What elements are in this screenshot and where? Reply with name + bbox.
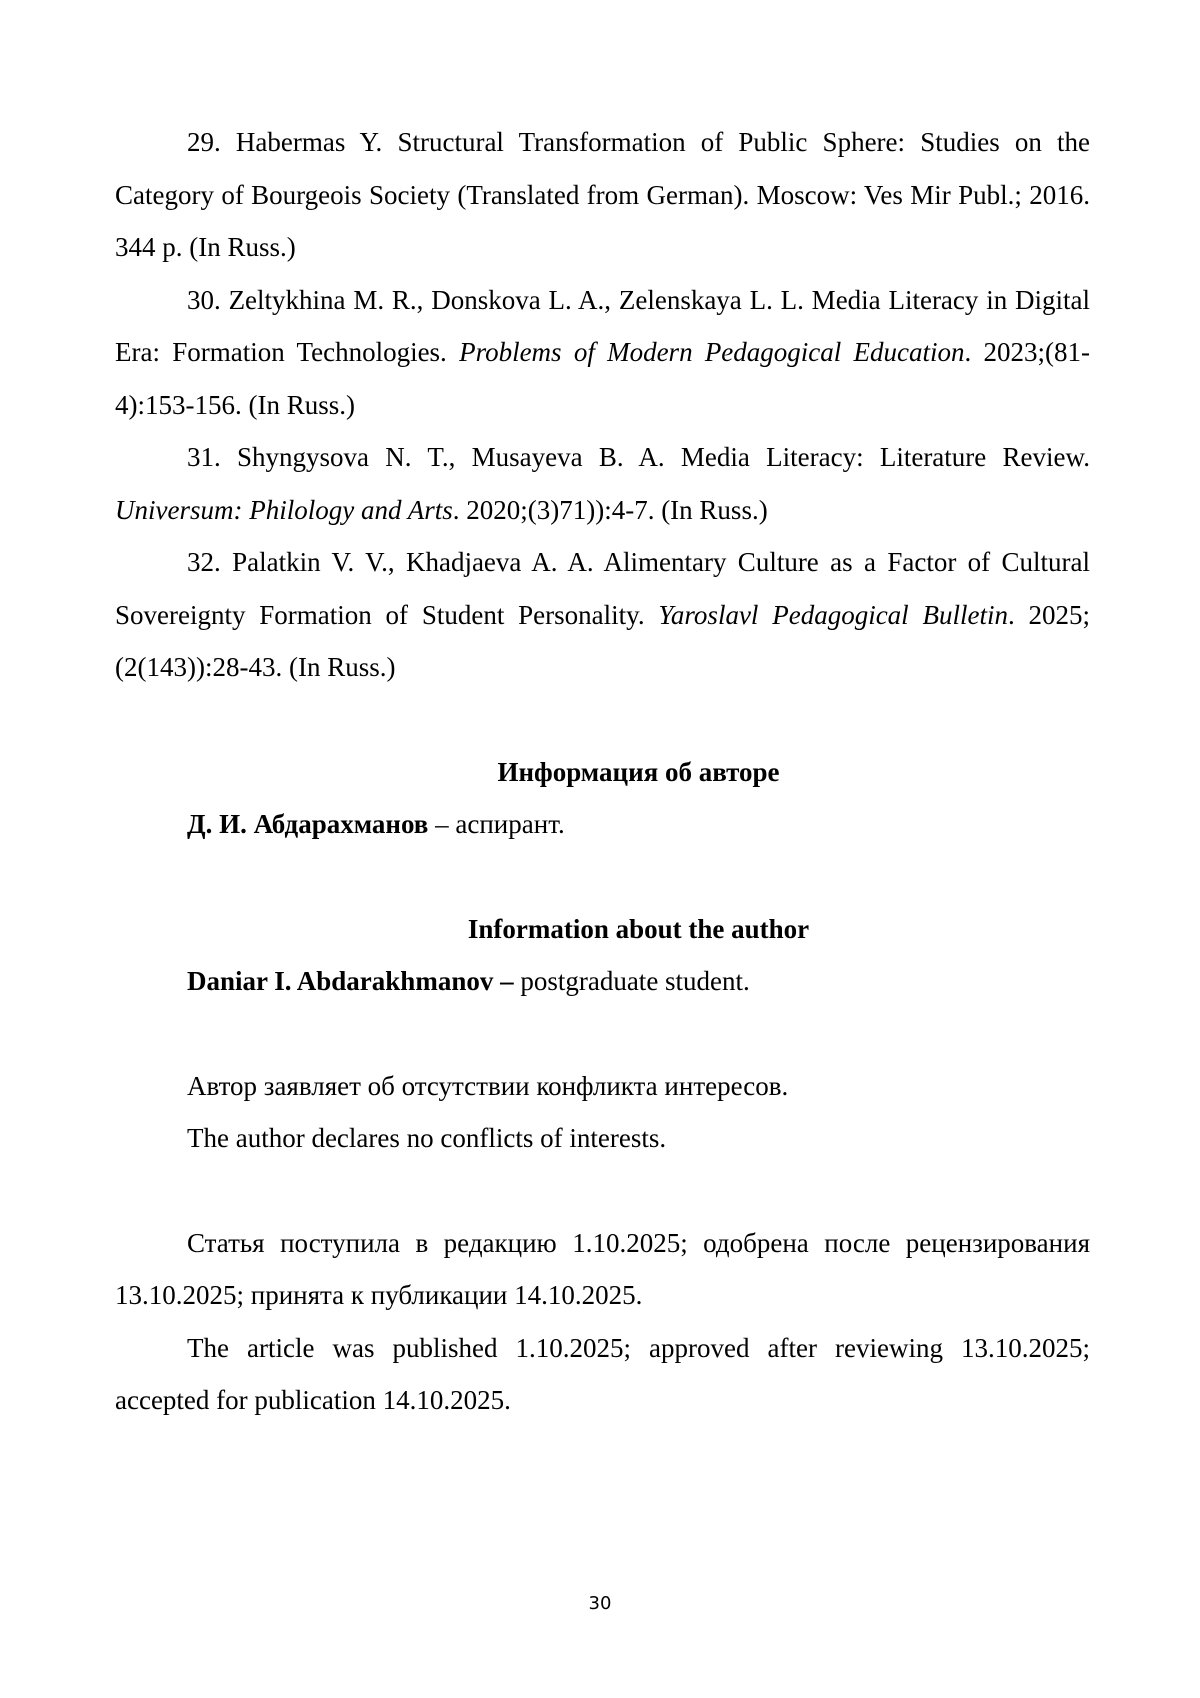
reference-32 bbox=[115, 536, 1090, 694]
author-info-en bbox=[115, 903, 1090, 1008]
reference-journal: Universum: Philology and Arts bbox=[115, 494, 453, 525]
page-number: 30 bbox=[588, 1593, 612, 1614]
conflict-en: The author declares no conflicts of interests. bbox=[187, 1123, 667, 1153]
reference-text: Palatkin V. V., Khadjaeva A. A. Alimentary Culture as a Factor of Cultural Sovereignty Formation of Student Personality. bbox=[115, 547, 1090, 630]
conflict-statement bbox=[115, 1060, 1090, 1165]
author-ru-name: Д. И. Абдарахманов bbox=[187, 809, 429, 839]
reference-29 bbox=[115, 116, 1090, 274]
reference-number: 29. bbox=[187, 127, 221, 157]
conflict-ru: Автор заявляет об отсутствии конфликта интересов. bbox=[187, 1070, 789, 1101]
reference-number: 30. bbox=[187, 284, 221, 315]
reference-text: Shyngysova N. T., Musayeva B. A. Media Literacy: Literature Review. bbox=[237, 442, 1091, 472]
author-info-ru-heading: Информация об авторе bbox=[497, 756, 780, 787]
dates-ru: Статья поступила в редакцию 1.10.2025; одобрена после рецензирования 13.10.2025; принята к публикации 14.10.2025. bbox=[115, 1227, 1090, 1310]
reference-text: Zeltykhina M. R., Donskova L. A., Zelenskaya L. L. Media Literacy in Digital Era: Formation Technologies. bbox=[115, 284, 1090, 367]
spacer bbox=[115, 1165, 1090, 1217]
author-en-name: Daniar I. Abdarakhmanov – bbox=[187, 966, 514, 996]
author-info-ru bbox=[115, 746, 1090, 851]
dates-en: The article was published 1.10.2025; approved after reviewing 13.10.2025; accepted for publication 14.10.2025. bbox=[115, 1332, 1090, 1415]
reference-details: . 2023;(81-4):153-156. (In Russ.) bbox=[115, 337, 1091, 420]
reference-journal: Problems of Modern Pedagogical Education bbox=[459, 337, 965, 367]
author-en-line bbox=[115, 955, 1090, 1008]
spacer bbox=[115, 851, 1090, 903]
references-list bbox=[115, 116, 1090, 694]
spacer bbox=[115, 1008, 1090, 1060]
reference-30 bbox=[115, 274, 1090, 432]
reference-31 bbox=[115, 431, 1090, 536]
reference-number: 31. bbox=[187, 442, 221, 472]
author-ru-role: – аспирант. bbox=[428, 809, 565, 839]
author-ru-line bbox=[115, 798, 1090, 851]
reference-number: 32. bbox=[187, 547, 221, 577]
reference-details: . 2020;(3)71)):4-7. (In Russ.) bbox=[452, 494, 768, 525]
document-page bbox=[115, 116, 1090, 1427]
reference-text: Habermas Y. Structural Transformation of Public Sphere: Studies on the Category of Bourgeois Society (Translated from German). Moscow: Ves Mir Publ.; 2016. 344 p. (In Russ.) bbox=[115, 127, 1091, 262]
author-info-en-heading: Information about the author bbox=[467, 913, 810, 944]
reference-details: . 2025;(2(143)):28-43. (In Russ.) bbox=[115, 599, 1090, 682]
spacer bbox=[115, 694, 1090, 746]
author-en-role: postgraduate student. bbox=[513, 966, 750, 996]
article-dates bbox=[115, 1217, 1090, 1427]
reference-journal: Yaroslavl Pedagogical Bulletin bbox=[658, 599, 1008, 630]
